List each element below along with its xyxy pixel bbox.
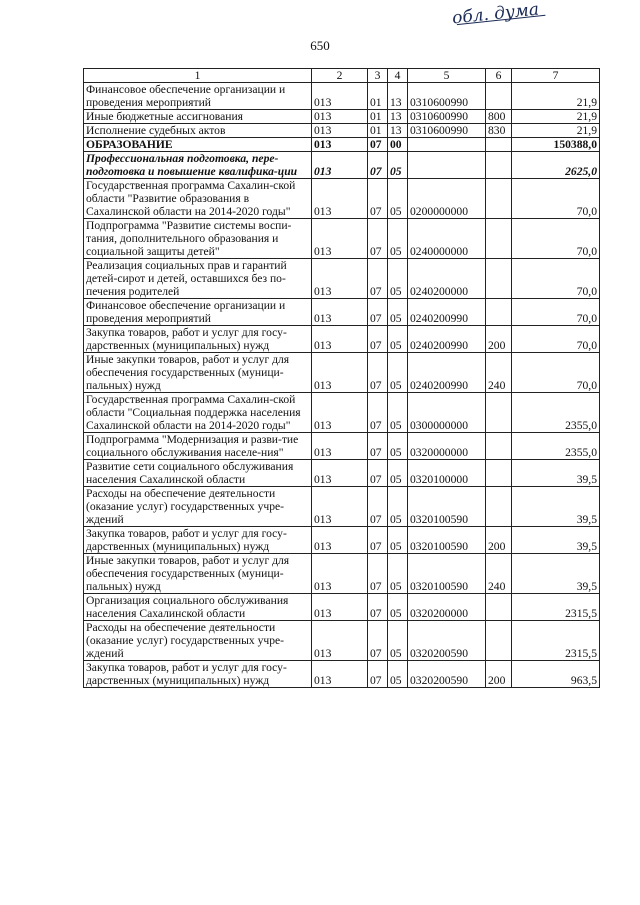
target-article-part-b: 00590 — [439, 647, 468, 660]
row-subsection-code: 05 — [388, 393, 408, 433]
row-amount: 963,5 — [512, 661, 600, 688]
handwritten-note — [451, 0, 540, 28]
header-amount: 7 — [512, 69, 600, 83]
table-row — [84, 621, 600, 661]
header-name: 1 — [84, 69, 312, 83]
table-row — [84, 433, 600, 460]
row-name: Финансовое обеспечение организации и проведения мероприятий — [84, 299, 312, 326]
target-article-part-a: 02402 — [410, 312, 439, 325]
row-name: Реализация социальных прав и гарантий детей-сирот и детей, оставшихся без по-печения родителей — [84, 259, 312, 299]
row-section-code: 07 — [368, 621, 388, 661]
row-expense-type — [486, 393, 512, 433]
row-name: Профессиональная подготовка, пере-подготовка и повышение квалифика-ции — [84, 152, 312, 179]
row-ministry-code: 013 — [312, 152, 368, 179]
row-section-code: 07 — [368, 259, 388, 299]
row-name: Закупка товаров, работ и услуг для госу-дарственных (муниципальных) нужд — [84, 326, 312, 353]
row-amount: 2355,0 — [512, 393, 600, 433]
header-subsection: 4 — [388, 69, 408, 83]
row-section-code: 07 — [368, 138, 388, 152]
row-target-article — [408, 353, 486, 393]
row-expense-type — [486, 299, 512, 326]
row-target-article — [408, 460, 486, 487]
row-name: Расходы на обеспечение деятельности (оказание услуг) государственных учре-ждений — [84, 621, 312, 661]
row-subsection-code: 13 — [388, 83, 408, 110]
row-ministry-code: 013 — [312, 393, 368, 433]
row-section-code: 07 — [368, 393, 388, 433]
row-target-article — [408, 554, 486, 594]
target-article-part-a: 02402 — [410, 379, 439, 392]
header-section: 3 — [368, 69, 388, 83]
target-article-part-b: 00000 — [439, 473, 468, 486]
row-target-article — [408, 124, 486, 138]
row-subsection-code: 05 — [388, 621, 408, 661]
row-section-code: 07 — [368, 594, 388, 621]
row-expense-type — [486, 219, 512, 259]
target-article-part-b: 00590 — [439, 513, 468, 526]
table-row — [84, 487, 600, 527]
target-article-part-a: 02000 — [410, 205, 439, 218]
row-amount: 70,0 — [512, 259, 600, 299]
row-name: Подпрограмма "Развитие системы воспи-тания, дополнительного образования и социальной защиты детей" — [84, 219, 312, 259]
row-ministry-code: 013 — [312, 326, 368, 353]
row-target-article — [408, 110, 486, 124]
row-ministry-code: 013 — [312, 487, 368, 527]
row-expense-type — [486, 179, 512, 219]
row-ministry-code: 013 — [312, 460, 368, 487]
target-article-part-a: 03106 — [410, 96, 439, 109]
row-section-code: 07 — [368, 179, 388, 219]
row-section-code: 07 — [368, 299, 388, 326]
table-row — [84, 138, 600, 152]
target-article-part-b: 00000 — [439, 446, 468, 459]
table-row — [84, 527, 600, 554]
budget-table — [83, 68, 600, 688]
table-body — [84, 83, 600, 688]
row-amount: 21,9 — [512, 124, 600, 138]
row-section-code: 01 — [368, 83, 388, 110]
table-row — [84, 179, 600, 219]
row-section-code: 07 — [368, 433, 388, 460]
row-ministry-code: 013 — [312, 299, 368, 326]
row-ministry-code: 013 — [312, 433, 368, 460]
row-name: Организация социального обслуживания населения Сахалинской области — [84, 594, 312, 621]
row-expense-type — [486, 487, 512, 527]
target-article-part-a: 03202 — [410, 607, 439, 620]
row-target-article — [408, 83, 486, 110]
row-amount: 39,5 — [512, 527, 600, 554]
row-amount: 21,9 — [512, 83, 600, 110]
row-subsection-code: 05 — [388, 179, 408, 219]
row-expense-type — [486, 621, 512, 661]
row-amount: 2355,0 — [512, 433, 600, 460]
page-number: 650 — [310, 38, 330, 53]
table-row — [84, 554, 600, 594]
row-ministry-code: 013 — [312, 594, 368, 621]
row-subsection-code: 05 — [388, 219, 408, 259]
target-article-part-b: 00590 — [439, 580, 468, 593]
row-target-article — [408, 259, 486, 299]
target-article-part-b: 00000 — [439, 285, 468, 298]
row-target-article — [408, 527, 486, 554]
table-row — [84, 152, 600, 179]
row-target-article — [408, 326, 486, 353]
row-target-article — [408, 179, 486, 219]
row-section-code: 07 — [368, 487, 388, 527]
row-amount: 39,5 — [512, 554, 600, 594]
row-name: Исполнение судебных актов — [84, 124, 312, 138]
table-row — [84, 299, 600, 326]
row-expense-type: 240 — [486, 353, 512, 393]
target-article-part-a: 03201 — [410, 580, 439, 593]
row-expense-type — [486, 433, 512, 460]
handwritten-note-text: обл. дума — [451, 0, 540, 29]
table-header-row — [84, 69, 600, 83]
row-expense-type: 200 — [486, 326, 512, 353]
row-section-code: 07 — [368, 527, 388, 554]
row-target-article — [408, 219, 486, 259]
row-target-article — [408, 487, 486, 527]
target-article-part-a: 03000 — [410, 419, 439, 432]
row-ministry-code: 013 — [312, 661, 368, 688]
target-article-part-b: 00990 — [439, 124, 468, 137]
row-ministry-code: 013 — [312, 110, 368, 124]
row-name: Подпрограмма "Модернизация и разви-тие социального обслуживания населе-ния" — [84, 433, 312, 460]
row-amount: 2625,0 — [512, 152, 600, 179]
row-name: Финансовое обеспечение организации и проведения мероприятий — [84, 83, 312, 110]
target-article-part-a: 03202 — [410, 647, 439, 660]
header-ministry: 2 — [312, 69, 368, 83]
row-amount: 39,5 — [512, 460, 600, 487]
row-target-article — [408, 138, 486, 152]
target-article-part-a: 03201 — [410, 540, 439, 553]
table-row — [84, 460, 600, 487]
row-name: Иные закупки товаров, работ и услуг для обеспечения государственных (муници-пальных) нужд — [84, 353, 312, 393]
target-article-part-a: 02402 — [410, 285, 439, 298]
row-name: Закупка товаров, работ и услуг для госу-дарственных (муниципальных) нужд — [84, 527, 312, 554]
row-subsection-code: 13 — [388, 124, 408, 138]
row-section-code: 07 — [368, 661, 388, 688]
row-target-article — [408, 152, 486, 179]
row-expense-type: 200 — [486, 527, 512, 554]
row-section-code: 07 — [368, 326, 388, 353]
row-section-code: 01 — [368, 124, 388, 138]
table-row — [84, 219, 600, 259]
row-name: Иные бюджетные ассигнования — [84, 110, 312, 124]
row-subsection-code: 05 — [388, 299, 408, 326]
row-ministry-code: 013 — [312, 83, 368, 110]
row-amount: 39,5 — [512, 487, 600, 527]
row-target-article — [408, 621, 486, 661]
row-target-article — [408, 594, 486, 621]
table-row — [84, 393, 600, 433]
row-ministry-code: 013 — [312, 554, 368, 594]
header-expense-type: 6 — [486, 69, 512, 83]
row-expense-type — [486, 152, 512, 179]
target-article-part-b: 00990 — [439, 96, 468, 109]
target-article-part-a: 03202 — [410, 674, 439, 687]
target-article-part-b: 00990 — [439, 339, 468, 352]
row-ministry-code: 013 — [312, 259, 368, 299]
row-ministry-code: 013 — [312, 353, 368, 393]
row-expense-type — [486, 259, 512, 299]
target-article-part-b: 00590 — [439, 674, 468, 687]
target-article-part-b: 00000 — [439, 419, 468, 432]
row-subsection-code: 05 — [388, 527, 408, 554]
target-article-part-a: 03201 — [410, 473, 439, 486]
row-amount: 2315,5 — [512, 621, 600, 661]
row-ministry-code: 013 — [312, 527, 368, 554]
row-ministry-code: 013 — [312, 179, 368, 219]
row-target-article — [408, 299, 486, 326]
row-subsection-code: 05 — [388, 460, 408, 487]
table-row — [84, 661, 600, 688]
target-article-part-a: 02402 — [410, 339, 439, 352]
row-expense-type — [486, 594, 512, 621]
row-section-code: 07 — [368, 353, 388, 393]
row-ministry-code: 013 — [312, 219, 368, 259]
row-amount: 70,0 — [512, 179, 600, 219]
row-target-article — [408, 393, 486, 433]
row-amount: 70,0 — [512, 353, 600, 393]
table-row — [84, 326, 600, 353]
row-subsection-code: 13 — [388, 110, 408, 124]
row-name: ОБРАЗОВАНИЕ — [84, 138, 312, 152]
row-section-code: 07 — [368, 460, 388, 487]
row-amount: 70,0 — [512, 326, 600, 353]
row-section-code: 01 — [368, 110, 388, 124]
row-subsection-code: 05 — [388, 594, 408, 621]
target-article-part-a: 03106 — [410, 124, 439, 137]
row-subsection-code: 05 — [388, 554, 408, 594]
row-subsection-code: 05 — [388, 259, 408, 299]
target-article-part-a: 02400 — [410, 245, 439, 258]
row-expense-type: 240 — [486, 554, 512, 594]
row-amount: 21,9 — [512, 110, 600, 124]
row-ministry-code: 013 — [312, 138, 368, 152]
target-article-part-a: 03200 — [410, 446, 439, 459]
header-target-article: 5 — [408, 69, 486, 83]
row-subsection-code: 05 — [388, 433, 408, 460]
row-subsection-code: 05 — [388, 326, 408, 353]
target-article-part-b: 00000 — [439, 607, 468, 620]
table-row — [84, 353, 600, 393]
row-ministry-code: 013 — [312, 124, 368, 138]
table-row — [84, 594, 600, 621]
row-target-article — [408, 433, 486, 460]
target-article-part-b: 00000 — [439, 245, 468, 258]
row-section-code: 07 — [368, 554, 388, 594]
table-row — [84, 83, 600, 110]
row-expense-type: 830 — [486, 124, 512, 138]
target-article-part-b: 00990 — [439, 110, 468, 123]
target-article-part-a: 03106 — [410, 110, 439, 123]
row-ministry-code: 013 — [312, 621, 368, 661]
row-section-code: 07 — [368, 219, 388, 259]
row-subsection-code: 05 — [388, 661, 408, 688]
row-amount: 2315,5 — [512, 594, 600, 621]
row-name: Развитие сети социального обслуживания населения Сахалинской области — [84, 460, 312, 487]
row-expense-type: 800 — [486, 110, 512, 124]
target-article-part-a: 03201 — [410, 513, 439, 526]
row-expense-type — [486, 83, 512, 110]
row-name: Государственная программа Сахалин-ской области "Социальная поддержка населения Сахалинской области на 2014-2020 годы" — [84, 393, 312, 433]
row-expense-type — [486, 460, 512, 487]
row-subsection-code: 05 — [388, 353, 408, 393]
row-amount: 150388,0 — [512, 138, 600, 152]
row-target-article — [408, 661, 486, 688]
target-article-part-b: 00000 — [439, 205, 468, 218]
row-name: Расходы на обеспечение деятельности (оказание услуг) государственных учре-ждений — [84, 487, 312, 527]
row-subsection-code: 00 — [388, 138, 408, 152]
row-expense-type — [486, 138, 512, 152]
row-name: Государственная программа Сахалин-ской области "Развитие образования в Сахалинской области на 2014-2020 годы" — [84, 179, 312, 219]
row-amount: 70,0 — [512, 299, 600, 326]
target-article-part-b: 00990 — [439, 312, 468, 325]
row-expense-type: 200 — [486, 661, 512, 688]
row-section-code: 07 — [368, 152, 388, 179]
row-subsection-code: 05 — [388, 487, 408, 527]
row-amount: 70,0 — [512, 219, 600, 259]
table-row — [84, 124, 600, 138]
row-name: Закупка товаров, работ и услуг для госу-дарственных (муниципальных) нужд — [84, 661, 312, 688]
row-subsection-code: 05 — [388, 152, 408, 179]
target-article-part-b: 00990 — [439, 379, 468, 392]
table-row — [84, 110, 600, 124]
target-article-part-b: 00590 — [439, 540, 468, 553]
row-name: Иные закупки товаров, работ и услуг для обеспечения государственных (муници-пальных) нужд — [84, 554, 312, 594]
table-row — [84, 259, 600, 299]
